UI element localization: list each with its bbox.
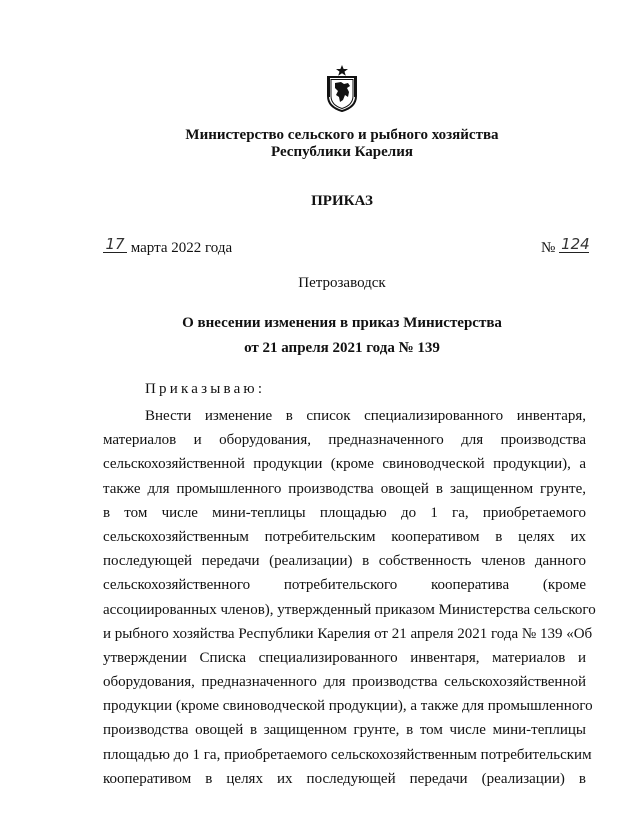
body-line: Внести изменение в список специализированного инвентаря, bbox=[145, 408, 586, 424]
document-city: Петрозаводск bbox=[298, 275, 386, 291]
body-line: утверждении Списка специализированного инвентаря, материалов и bbox=[103, 649, 586, 666]
karelia-coat-of-arms-icon bbox=[324, 64, 360, 112]
ministry-name: Министерство сельского и рыбного хозяйства bbox=[185, 127, 499, 143]
handwritten-day: 17 bbox=[103, 237, 127, 253]
body-line: материалов и оборудования, предназначенного для производства bbox=[103, 432, 586, 449]
body-line: сельскохозяйственной продукции (кроме свиноводческой продукции), а bbox=[103, 456, 586, 473]
body-line: площадью до 1 га, приобретаемого сельскохозяйственным потребительским bbox=[103, 746, 592, 763]
body-line: также для промышленного производства овощей в защищенном грунте, bbox=[103, 480, 586, 497]
subject-line-2: от 21 апреля 2021 года № 139 bbox=[244, 340, 440, 356]
body-line: сельскохозяйственным потребительским кооперативом в целях их bbox=[103, 528, 586, 545]
command-word: Приказываю: bbox=[145, 381, 266, 397]
subject-line-1: О внесении изменения в приказ Министерства bbox=[182, 315, 502, 331]
order-body bbox=[103, 404, 596, 791]
number-sign: № bbox=[541, 240, 556, 256]
document-number bbox=[541, 235, 590, 257]
body-line: продукции (кроме свиноводческой продукции), а также для промышленного bbox=[103, 698, 593, 715]
ministry-region: Республики Карелия bbox=[271, 144, 413, 160]
body-line: оборудования, предназначенного для производства сельскохозяйственной bbox=[103, 674, 586, 691]
body-line: сельскохозяйственного потребительского кооператива (кроме bbox=[103, 577, 586, 594]
body-line: последующей передачи (реализации) в собственность членов данного bbox=[103, 553, 586, 570]
body-line: ассоциированных членов), утвержденный приказом Министерства сельского bbox=[103, 601, 596, 618]
body-line: кооперативом в целях их последующей передачи (реализации) в bbox=[103, 770, 586, 787]
date-text: марта 2022 года bbox=[130, 240, 233, 256]
document-type: ПРИКАЗ bbox=[311, 193, 373, 209]
document-date bbox=[103, 235, 233, 257]
body-line: производства овощей в защищенном грунте, в том числе мини-теплицы bbox=[103, 722, 586, 739]
body-line: в том числе мини-теплицы площадью до 1 га, приобретаемого bbox=[103, 504, 586, 521]
handwritten-number: 124 bbox=[561, 235, 590, 253]
body-line: и рыбного хозяйства Республики Карелия от 21 апреля 2021 года № 139 «Об bbox=[103, 625, 593, 642]
